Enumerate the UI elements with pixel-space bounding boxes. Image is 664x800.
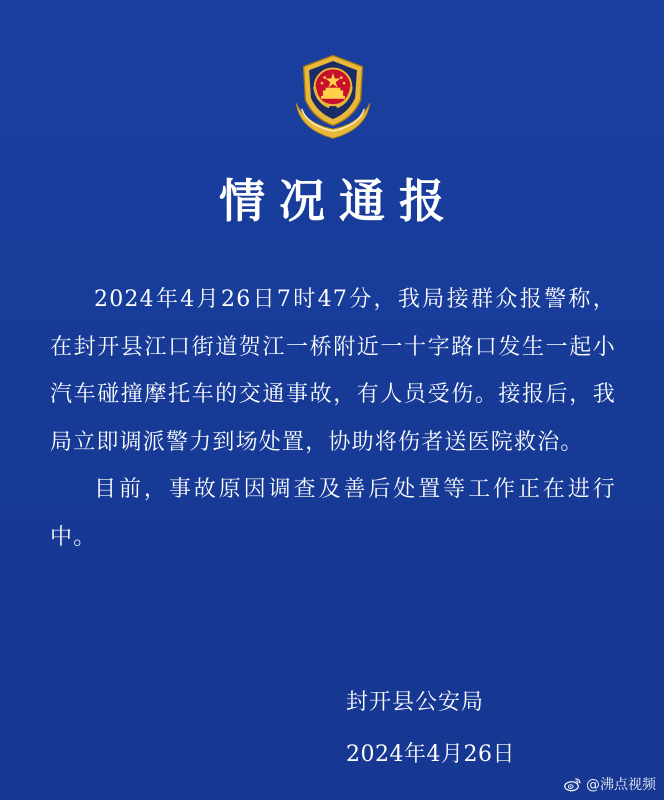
source-watermark [564, 774, 656, 794]
notice-paragraph: 2024年4月26日7时47分，我局接群众报警称，在封开县江口街道贺江一桥附近一十字路口发生一起小汽车碰撞摩托车的交通事故，有人员受伤。接报后，我局立即调派警力到场处置，协助将伤者送医院救治。 [50, 287, 616, 455]
watermark-label: @沸点视频 [586, 777, 656, 793]
police-emblem-icon [287, 50, 379, 142]
weibo-icon [564, 776, 582, 792]
notice-body [50, 276, 616, 561]
notice-title: 情况通报 [219, 174, 459, 228]
notice-paragraph: 目前，事故原因调查及善后处置等工作正在进行中。 [50, 477, 616, 550]
issue-date: 2024年4月26日 [346, 742, 515, 767]
issuer-signature: 封开县公安局 [346, 690, 485, 715]
